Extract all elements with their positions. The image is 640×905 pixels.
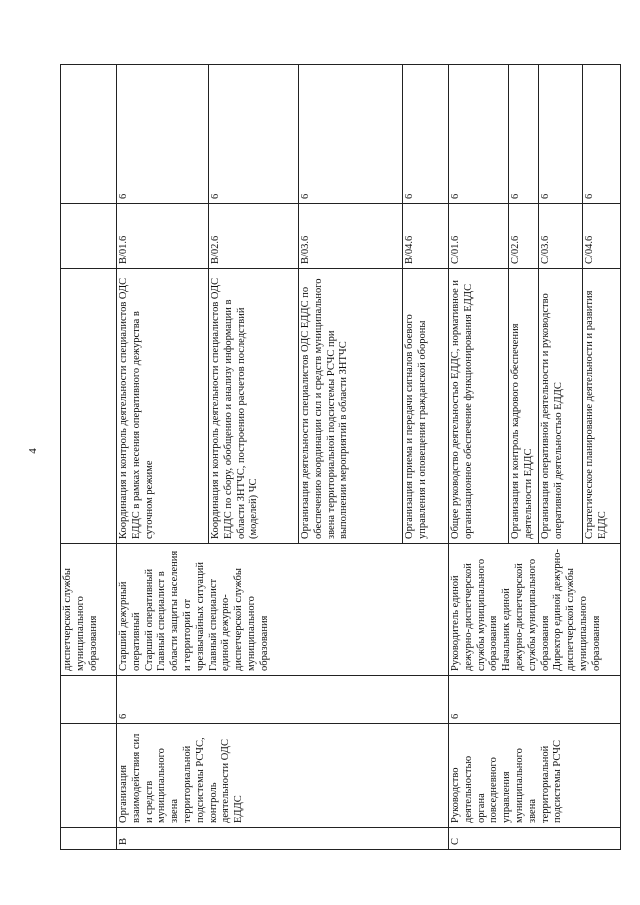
- position-item: Главный специалист в области защиты населения и территорий от чрезвычайных ситуаций: [156, 550, 206, 671]
- function-code: B/03.6: [299, 204, 403, 269]
- position-item: Начальник единой дежурно-диспетчерской службы муниципального образования: [501, 558, 551, 671]
- page-number: 4: [26, 448, 39, 454]
- function-name: Организация приема и передачи сигналов боевого управления и оповещения гражданской обороны: [403, 269, 449, 544]
- table-row: [449, 65, 509, 850]
- function-name: Координация и контроль деятельности специалистов ОДС ЕДДС в рамках несения оперативного дежурства в суточном режиме: [117, 269, 209, 544]
- functions-table: [60, 64, 621, 850]
- function-level: 6: [583, 65, 621, 204]
- cont-cell-g: [61, 65, 117, 204]
- function-code: B/02.6: [209, 204, 299, 269]
- position-item: Руководитель единой дежурно-диспетчерской службы муниципального образования: [450, 558, 500, 671]
- function-code: B/01.6: [117, 204, 209, 269]
- function-name: Стратегическое планирование деятельности и развития ЕДДС: [583, 269, 621, 544]
- group-letter: В: [117, 828, 449, 850]
- cont-cell-b: [61, 724, 117, 828]
- position-item: Директор единой дежурно-диспетчерской службы муниципального образования: [552, 549, 602, 671]
- cont-cell-a: [61, 828, 117, 850]
- function-name: Координация и контроль деятельности специалистов ОДС ЕДДС по сбору, обобщению и анализу информации в области ЗНТЧС, построению расчетов последствий (моделей) ЧС: [209, 269, 299, 544]
- function-code: C/02.6: [509, 204, 539, 269]
- continuation-row: [61, 65, 117, 850]
- function-code: C/04.6: [583, 204, 621, 269]
- rotated-table-container: [60, 65, 620, 850]
- cont-cell-position: диспетчерской службы муниципального образования: [61, 544, 117, 676]
- group-name: Организация взаимодействия сил и средств муниципального звена территориальной подсистемы РСЧС, контроль деятельности ОДС ЕДДС: [117, 724, 449, 828]
- cont-cell-e: [61, 269, 117, 544]
- position-item: Старший дежурный оперативный: [118, 581, 142, 671]
- function-level: 6: [299, 65, 403, 204]
- group-level: 6: [449, 676, 621, 724]
- group-level: 6: [117, 676, 449, 724]
- function-code: C/01.6: [449, 204, 509, 269]
- cont-cell-f: [61, 204, 117, 269]
- group-name: Руководство деятельностью органа повседневного управления муниципального звена территориальной подсистемы РСЧС: [449, 724, 621, 828]
- position-item: Старший оперативный: [143, 568, 155, 671]
- positions-cell: [449, 544, 621, 676]
- function-name: Организация оперативной деятельности и руководство оперативной деятельностью ЕДДС: [539, 269, 583, 544]
- function-level: 6: [403, 65, 449, 204]
- function-name: Организация и контроль кадрового обеспечения деятельности ЕДДС: [509, 269, 539, 544]
- position-item: Главный специалист единой дежурно-диспетчерской службы муниципального образования: [207, 568, 270, 671]
- function-level: 6: [449, 65, 509, 204]
- function-code: B/04.6: [403, 204, 449, 269]
- cont-cell-c: [61, 676, 117, 724]
- function-level: 6: [539, 65, 583, 204]
- function-code: C/03.6: [539, 204, 583, 269]
- function-level: 6: [209, 65, 299, 204]
- group-letter: С: [449, 828, 621, 850]
- positions-cell: [117, 544, 449, 676]
- function-level: 6: [117, 65, 209, 204]
- table-row: [117, 65, 209, 850]
- function-name: Общее руководство деятельностью ЕДДС, нормативное и организационное обеспечение функционирования ЕДДС: [449, 269, 509, 544]
- function-name: Организация деятельности специалистов ОДС ЕДДС по обеспечению координации сил и средств муниципального звена территориальной подсистемы РСЧС при выполнении мероприятий в области ЗНТЧС: [299, 269, 403, 544]
- function-level: 6: [509, 65, 539, 204]
